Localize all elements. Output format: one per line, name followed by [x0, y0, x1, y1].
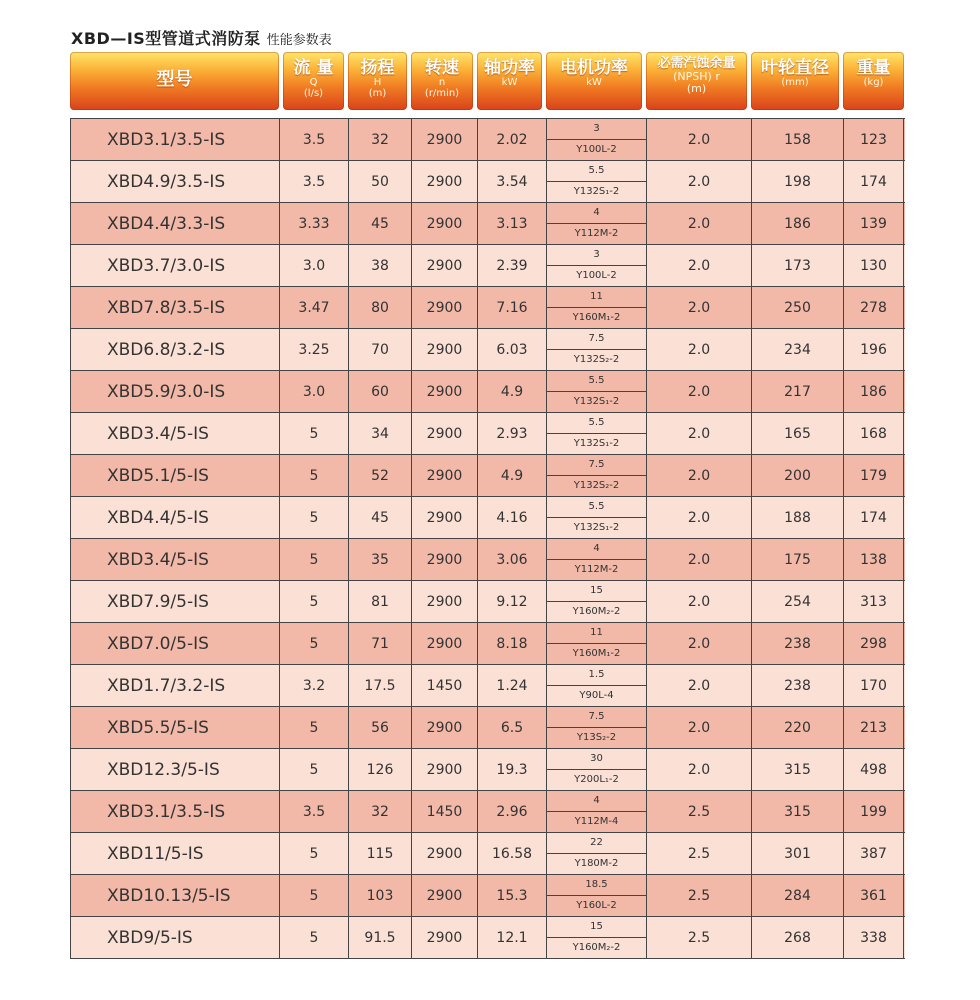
- cell-speed: 2900: [412, 161, 478, 202]
- motor-kw: 5.5: [547, 413, 646, 434]
- cell-shaft-power: 4.9: [478, 455, 547, 496]
- cell-shaft-power: 6.03: [478, 329, 547, 370]
- motor-kw: 5.5: [547, 497, 646, 518]
- cell-head: 17.5: [349, 665, 412, 706]
- motor-type: Y160M₁-2: [572, 312, 621, 323]
- cell-shaft-power: 9.12: [478, 581, 547, 622]
- motor-kw: 30: [547, 749, 646, 770]
- cell-head: 45: [349, 203, 412, 244]
- header-npsh: [646, 52, 747, 110]
- motor-type: Y90L-4: [579, 690, 614, 701]
- header-unit-symbol: n: [438, 77, 446, 88]
- cell-speed: 2900: [412, 203, 478, 244]
- cell-model: XBD1.7/3.2-IS: [71, 665, 280, 706]
- cell-motor: [547, 749, 647, 790]
- header-unit: (kg): [863, 77, 884, 88]
- header-unit-symbol: Q: [309, 77, 318, 88]
- motor-type: Y100L-2: [576, 270, 617, 281]
- header-label: 扬程: [360, 58, 395, 78]
- cell-weight: 361: [844, 875, 904, 916]
- header-unit: (m): [686, 82, 707, 95]
- cell-flow: 5: [280, 413, 349, 454]
- header-label: 叶轮直径: [761, 58, 829, 78]
- cell-speed: 2900: [412, 623, 478, 664]
- table-row: [71, 203, 905, 245]
- cell-shaft-power: 3.13: [478, 203, 547, 244]
- header-label: 轴功率: [484, 58, 535, 78]
- table-row: [71, 665, 905, 707]
- header-unit-symbol: H: [373, 77, 382, 88]
- motor-kw: 1.5: [547, 665, 646, 686]
- cell-weight: 139: [844, 203, 904, 244]
- cell-speed: 2900: [412, 413, 478, 454]
- cell-shaft-power: 7.16: [478, 287, 547, 328]
- cell-speed: 2900: [412, 917, 478, 958]
- motor-type: Y200L₁-2: [574, 774, 619, 785]
- cell-weight: 498: [844, 749, 904, 790]
- cell-speed: 2900: [412, 875, 478, 916]
- motor-kw: 7.5: [547, 707, 646, 728]
- cell-head: 91.5: [349, 917, 412, 958]
- cell-head: 81: [349, 581, 412, 622]
- cell-model: XBD6.8/3.2-IS: [71, 329, 280, 370]
- cell-shaft-power: 4.9: [478, 371, 547, 412]
- cell-npsh: 2.0: [647, 665, 752, 706]
- cell-flow: 3.0: [280, 245, 349, 286]
- motor-type: Y180M-2: [574, 858, 619, 869]
- cell-npsh: 2.0: [647, 539, 752, 580]
- cell-impeller: 234: [752, 329, 844, 370]
- cell-model: XBD5.1/5-IS: [71, 455, 280, 496]
- cell-impeller: 268: [752, 917, 844, 958]
- motor-type: Y160M₂-2: [572, 606, 621, 617]
- table-row: [71, 413, 905, 455]
- motor-kw: 4: [547, 791, 646, 812]
- cell-motor: [547, 833, 647, 874]
- cell-head: 60: [349, 371, 412, 412]
- cell-motor: [547, 917, 647, 958]
- cell-model: XBD3.7/3.0-IS: [71, 245, 280, 286]
- cell-model: XBD4.4/3.3-IS: [71, 203, 280, 244]
- cell-model: XBD9/5-IS: [71, 917, 280, 958]
- cell-speed: 2900: [412, 707, 478, 748]
- motor-kw: 7.5: [547, 329, 646, 350]
- cell-motor: [547, 287, 647, 328]
- cell-shaft-power: 19.3: [478, 749, 547, 790]
- motor-kw: 3: [547, 119, 646, 140]
- cell-speed: 2900: [412, 497, 478, 538]
- motor-kw: 11: [547, 623, 646, 644]
- motor-kw: 3: [547, 245, 646, 266]
- cell-head: 50: [349, 161, 412, 202]
- table-header: [70, 52, 904, 110]
- cell-shaft-power: 1.24: [478, 665, 547, 706]
- cell-shaft-power: 8.18: [478, 623, 547, 664]
- header-label: 必需汽蚀余量: [657, 56, 736, 71]
- table-row: [71, 287, 905, 329]
- header-label: 重量: [856, 58, 891, 78]
- cell-head: 103: [349, 875, 412, 916]
- cell-npsh: 2.0: [647, 497, 752, 538]
- motor-kw: 4: [547, 539, 646, 560]
- header-unit: kW: [586, 77, 602, 88]
- table-row: [71, 497, 905, 539]
- cell-weight: 130: [844, 245, 904, 286]
- cell-npsh: 2.0: [647, 161, 752, 202]
- cell-motor: [547, 665, 647, 706]
- title-main: XBD—IS型管道式消防泵: [71, 29, 261, 48]
- table-row: [71, 833, 905, 875]
- cell-impeller: 301: [752, 833, 844, 874]
- cell-motor: [547, 791, 647, 832]
- header-unit: (l/s): [303, 88, 324, 99]
- motor-kw: 15: [547, 581, 646, 602]
- cell-flow: 5: [280, 917, 349, 958]
- header-label: 流 量: [293, 58, 334, 78]
- cell-speed: 1450: [412, 665, 478, 706]
- motor-kw: 4: [547, 203, 646, 224]
- cell-speed: 2900: [412, 749, 478, 790]
- cell-weight: 213: [844, 707, 904, 748]
- cell-shaft-power: 15.3: [478, 875, 547, 916]
- motor-type: Y100L-2: [576, 144, 617, 155]
- motor-type: Y160L-2: [576, 900, 617, 911]
- cell-flow: 5: [280, 749, 349, 790]
- cell-model: XBD3.4/5-IS: [71, 539, 280, 580]
- cell-speed: 2900: [412, 581, 478, 622]
- cell-weight: 170: [844, 665, 904, 706]
- cell-weight: 298: [844, 623, 904, 664]
- cell-head: 52: [349, 455, 412, 496]
- header-motor-power: [546, 52, 642, 110]
- cell-impeller: 217: [752, 371, 844, 412]
- cell-flow: 3.2: [280, 665, 349, 706]
- motor-kw: 5.5: [547, 371, 646, 392]
- cell-head: 45: [349, 497, 412, 538]
- cell-model: XBD4.4/5-IS: [71, 497, 280, 538]
- cell-head: 56: [349, 707, 412, 748]
- cell-model: XBD12.3/5-IS: [71, 749, 280, 790]
- cell-npsh: 2.0: [647, 707, 752, 748]
- cell-shaft-power: 3.54: [478, 161, 547, 202]
- cell-npsh: 2.5: [647, 791, 752, 832]
- cell-model: XBD7.0/5-IS: [71, 623, 280, 664]
- cell-head: 71: [349, 623, 412, 664]
- cell-weight: 278: [844, 287, 904, 328]
- cell-weight: 196: [844, 329, 904, 370]
- cell-flow: 5: [280, 833, 349, 874]
- cell-flow: 3.5: [280, 119, 349, 160]
- cell-head: 70: [349, 329, 412, 370]
- cell-weight: 186: [844, 371, 904, 412]
- table-row: [71, 623, 905, 665]
- cell-weight: 123: [844, 119, 904, 160]
- cell-speed: 2900: [412, 833, 478, 874]
- motor-type: Y112M-2: [574, 228, 619, 239]
- cell-flow: 5: [280, 455, 349, 496]
- cell-head: 32: [349, 791, 412, 832]
- table-row: [71, 371, 905, 413]
- cell-motor: [547, 161, 647, 202]
- motor-type: Y132S₁-2: [573, 522, 620, 533]
- cell-impeller: 188: [752, 497, 844, 538]
- header-unit: (m): [368, 88, 387, 99]
- cell-shaft-power: 2.96: [478, 791, 547, 832]
- cell-shaft-power: 4.16: [478, 497, 547, 538]
- cell-head: 35: [349, 539, 412, 580]
- cell-speed: 1450: [412, 791, 478, 832]
- motor-type: Y132S₂-2: [573, 354, 620, 365]
- motor-kw: 22: [547, 833, 646, 854]
- header-unit: kW: [501, 77, 518, 88]
- cell-npsh: 2.0: [647, 749, 752, 790]
- cell-weight: 179: [844, 455, 904, 496]
- cell-impeller: 238: [752, 623, 844, 664]
- cell-motor: [547, 119, 647, 160]
- cell-flow: 3.0: [280, 371, 349, 412]
- header-speed: [411, 52, 473, 110]
- cell-shaft-power: 6.5: [478, 707, 547, 748]
- cell-impeller: 315: [752, 791, 844, 832]
- cell-shaft-power: 12.1: [478, 917, 547, 958]
- header-unit: (r/min): [424, 88, 460, 99]
- motor-kw: 7.5: [547, 455, 646, 476]
- cell-model: XBD5.5/5-IS: [71, 707, 280, 748]
- cell-head: 38: [349, 245, 412, 286]
- cell-motor: [547, 371, 647, 412]
- motor-kw: 15: [547, 917, 646, 938]
- cell-motor: [547, 581, 647, 622]
- cell-model: XBD3.4/5-IS: [71, 413, 280, 454]
- cell-speed: 2900: [412, 329, 478, 370]
- cell-impeller: 238: [752, 665, 844, 706]
- cell-impeller: 165: [752, 413, 844, 454]
- motor-type: Y112M-4: [574, 816, 619, 827]
- cell-npsh: 2.0: [647, 203, 752, 244]
- motor-type: Y132S₂-2: [573, 480, 620, 491]
- motor-type: Y132S₁-2: [573, 186, 620, 197]
- cell-shaft-power: 16.58: [478, 833, 547, 874]
- cell-npsh: 2.0: [647, 581, 752, 622]
- cell-npsh: 2.0: [647, 245, 752, 286]
- header-impeller: [751, 52, 839, 110]
- cell-motor: [547, 497, 647, 538]
- parameter-table: [70, 118, 905, 959]
- cell-flow: 5: [280, 497, 349, 538]
- header-unit-symbol: (NPSH) r: [673, 70, 720, 83]
- cell-weight: 174: [844, 161, 904, 202]
- cell-flow: 5: [280, 539, 349, 580]
- cell-model: XBD7.8/3.5-IS: [71, 287, 280, 328]
- cell-npsh: 2.5: [647, 875, 752, 916]
- cell-model: XBD3.1/3.5-IS: [71, 119, 280, 160]
- page-title: [71, 26, 332, 46]
- cell-motor: [547, 875, 647, 916]
- cell-model: XBD11/5-IS: [71, 833, 280, 874]
- motor-kw: 11: [547, 287, 646, 308]
- table-row: [71, 917, 905, 959]
- motor-type: Y132S₁-2: [573, 396, 620, 407]
- cell-speed: 2900: [412, 287, 478, 328]
- table-row: [71, 749, 905, 791]
- cell-shaft-power: 2.02: [478, 119, 547, 160]
- cell-weight: 387: [844, 833, 904, 874]
- table-row: [71, 791, 905, 833]
- table-row: [71, 455, 905, 497]
- table-row: [71, 119, 905, 161]
- motor-kw: 18.5: [547, 875, 646, 896]
- table-row: [71, 875, 905, 917]
- table-row: [71, 539, 905, 581]
- header-weight: [843, 52, 904, 110]
- cell-weight: 313: [844, 581, 904, 622]
- header-label: 型号: [156, 69, 193, 90]
- cell-speed: 2900: [412, 119, 478, 160]
- cell-flow: 3.5: [280, 791, 349, 832]
- motor-type: Y160M₂-2: [572, 942, 621, 953]
- cell-weight: 168: [844, 413, 904, 454]
- cell-impeller: 158: [752, 119, 844, 160]
- cell-flow: 5: [280, 581, 349, 622]
- header-unit: (mm): [781, 77, 809, 88]
- cell-impeller: 284: [752, 875, 844, 916]
- cell-speed: 2900: [412, 371, 478, 412]
- cell-impeller: 186: [752, 203, 844, 244]
- cell-impeller: 198: [752, 161, 844, 202]
- motor-type: Y112M-2: [574, 564, 619, 575]
- cell-model: XBD10.13/5-IS: [71, 875, 280, 916]
- cell-npsh: 2.0: [647, 371, 752, 412]
- cell-model: XBD3.1/3.5-IS: [71, 791, 280, 832]
- cell-impeller: 200: [752, 455, 844, 496]
- cell-head: 34: [349, 413, 412, 454]
- cell-impeller: 250: [752, 287, 844, 328]
- cell-motor: [547, 455, 647, 496]
- cell-speed: 2900: [412, 455, 478, 496]
- header-model: [70, 52, 279, 110]
- cell-npsh: 2.5: [647, 833, 752, 874]
- cell-shaft-power: 2.93: [478, 413, 547, 454]
- cell-npsh: 2.0: [647, 287, 752, 328]
- title-sub: 性能参数表: [266, 33, 332, 48]
- cell-flow: 3.5: [280, 161, 349, 202]
- cell-weight: 338: [844, 917, 904, 958]
- cell-flow: 5: [280, 875, 349, 916]
- cell-model: XBD4.9/3.5-IS: [71, 161, 280, 202]
- cell-motor: [547, 707, 647, 748]
- cell-impeller: 173: [752, 245, 844, 286]
- motor-type: Y160M₁-2: [572, 648, 621, 659]
- cell-flow: 5: [280, 623, 349, 664]
- cell-model: XBD7.9/5-IS: [71, 581, 280, 622]
- cell-motor: [547, 539, 647, 580]
- cell-motor: [547, 413, 647, 454]
- cell-speed: 2900: [412, 539, 478, 580]
- table-row: [71, 329, 905, 371]
- cell-head: 126: [349, 749, 412, 790]
- cell-flow: 3.33: [280, 203, 349, 244]
- cell-impeller: 175: [752, 539, 844, 580]
- cell-shaft-power: 2.39: [478, 245, 547, 286]
- cell-npsh: 2.0: [647, 455, 752, 496]
- cell-weight: 199: [844, 791, 904, 832]
- table-row: [71, 707, 905, 749]
- cell-head: 80: [349, 287, 412, 328]
- cell-shaft-power: 3.06: [478, 539, 547, 580]
- cell-impeller: 315: [752, 749, 844, 790]
- cell-weight: 174: [844, 497, 904, 538]
- cell-weight: 138: [844, 539, 904, 580]
- header-label: 转速: [425, 58, 459, 78]
- table-row: [71, 245, 905, 287]
- table-row: [71, 581, 905, 623]
- cell-impeller: 254: [752, 581, 844, 622]
- header-head: [348, 52, 407, 110]
- cell-model: XBD5.9/3.0-IS: [71, 371, 280, 412]
- table-row: [71, 161, 905, 203]
- cell-head: 32: [349, 119, 412, 160]
- header-shaft-power: [477, 52, 542, 110]
- cell-motor: [547, 329, 647, 370]
- cell-motor: [547, 203, 647, 244]
- cell-npsh: 2.0: [647, 413, 752, 454]
- cell-flow: 5: [280, 707, 349, 748]
- header-label: 电机功率: [560, 58, 628, 78]
- cell-motor: [547, 245, 647, 286]
- cell-head: 115: [349, 833, 412, 874]
- cell-impeller: 220: [752, 707, 844, 748]
- cell-motor: [547, 623, 647, 664]
- cell-npsh: 2.0: [647, 623, 752, 664]
- cell-flow: 3.25: [280, 329, 349, 370]
- cell-speed: 2900: [412, 245, 478, 286]
- cell-npsh: 2.0: [647, 329, 752, 370]
- motor-type: Y13S₂-2: [576, 732, 617, 743]
- cell-npsh: 2.0: [647, 119, 752, 160]
- cell-npsh: 2.5: [647, 917, 752, 958]
- motor-type: Y132S₁-2: [573, 438, 620, 449]
- motor-kw: 5.5: [547, 161, 646, 182]
- cell-flow: 3.47: [280, 287, 349, 328]
- header-flow: [283, 52, 344, 110]
